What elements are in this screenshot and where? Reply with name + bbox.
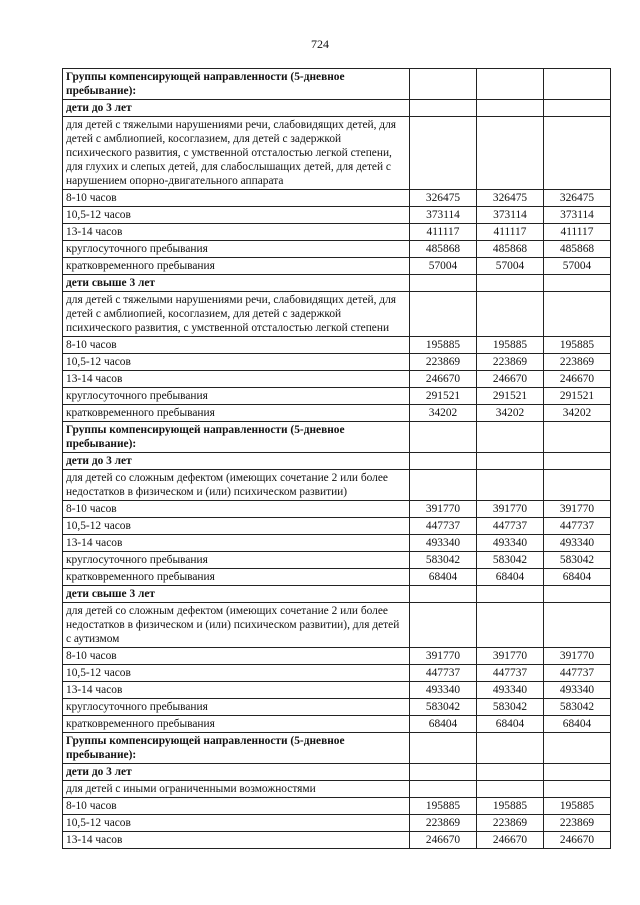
- value-cell: 493340: [410, 535, 477, 552]
- table-row: [63, 552, 611, 569]
- age-group-label: дети свыше 3 лет: [63, 275, 410, 292]
- desc-row: [63, 292, 611, 337]
- age-group-label: дети до 3 лет: [63, 453, 410, 470]
- value-cell: 326475: [544, 190, 611, 207]
- empty-cell: [477, 781, 544, 798]
- empty-cell: [410, 781, 477, 798]
- value-cell: 195885: [410, 798, 477, 815]
- empty-cell: [410, 275, 477, 292]
- row-label: 13-14 часов: [63, 535, 410, 552]
- value-cell: 68404: [477, 716, 544, 733]
- empty-cell: [544, 470, 611, 501]
- age-row: [63, 100, 611, 117]
- table-row: [63, 648, 611, 665]
- empty-cell: [477, 733, 544, 764]
- empty-cell: [544, 764, 611, 781]
- value-cell: 34202: [477, 405, 544, 422]
- value-cell: 195885: [544, 337, 611, 354]
- value-cell: 447737: [410, 665, 477, 682]
- value-cell: 583042: [544, 699, 611, 716]
- age-group-label: дети до 3 лет: [63, 100, 410, 117]
- heading-row: [63, 69, 611, 100]
- empty-cell: [410, 603, 477, 648]
- value-cell: 391770: [477, 501, 544, 518]
- value-cell: 391770: [477, 648, 544, 665]
- row-label: 13-14 часов: [63, 224, 410, 241]
- value-cell: 326475: [477, 190, 544, 207]
- category-description: для детей с иными ограниченными возможностями: [63, 781, 410, 798]
- row-label: 8-10 часов: [63, 648, 410, 665]
- value-cell: 583042: [544, 552, 611, 569]
- row-label: 10,5-12 часов: [63, 354, 410, 371]
- category-description: для детей с тяжелыми нарушениями речи, слабовидящих детей, для детей с амблиопией, косоглазием, для детей с задержкой психического развития, с умственной отсталостью легкой степени: [63, 292, 410, 337]
- age-group-label: дети до 3 лет: [63, 764, 410, 781]
- empty-cell: [477, 453, 544, 470]
- value-cell: 68404: [477, 569, 544, 586]
- value-cell: 373114: [410, 207, 477, 224]
- table-row: [63, 798, 611, 815]
- value-cell: 223869: [410, 815, 477, 832]
- table-row: [63, 258, 611, 275]
- age-row: [63, 764, 611, 781]
- empty-cell: [544, 275, 611, 292]
- empty-cell: [544, 422, 611, 453]
- empty-cell: [410, 470, 477, 501]
- value-cell: 246670: [477, 371, 544, 388]
- value-cell: 223869: [477, 354, 544, 371]
- row-label: 8-10 часов: [63, 337, 410, 354]
- value-cell: 373114: [477, 207, 544, 224]
- category-description: для детей с тяжелыми нарушениями речи, слабовидящих детей, для детей с амблиопией, косоглазием, для детей с задержкой психического развития, с умственной отсталостью легкой степени, для глухих и слепых детей, для слабослышащих детей, для детей с нарушением опорно-двигательного аппарата: [63, 117, 410, 190]
- empty-cell: [477, 100, 544, 117]
- table-row: [63, 535, 611, 552]
- empty-cell: [477, 275, 544, 292]
- value-cell: 195885: [544, 798, 611, 815]
- value-cell: 391770: [410, 501, 477, 518]
- empty-cell: [544, 69, 611, 100]
- value-cell: 246670: [410, 832, 477, 849]
- empty-cell: [477, 586, 544, 603]
- value-cell: 57004: [477, 258, 544, 275]
- value-cell: 583042: [477, 552, 544, 569]
- value-cell: 493340: [544, 535, 611, 552]
- empty-cell: [477, 470, 544, 501]
- value-cell: 34202: [410, 405, 477, 422]
- desc-row: [63, 117, 611, 190]
- value-cell: 447737: [477, 665, 544, 682]
- value-cell: 246670: [544, 832, 611, 849]
- empty-cell: [544, 453, 611, 470]
- value-cell: 291521: [410, 388, 477, 405]
- table-row: [63, 716, 611, 733]
- row-label: 10,5-12 часов: [63, 518, 410, 535]
- value-cell: 485868: [477, 241, 544, 258]
- desc-row: [63, 781, 611, 798]
- empty-cell: [544, 100, 611, 117]
- table-row: [63, 241, 611, 258]
- row-label: кратковременного пребывания: [63, 569, 410, 586]
- row-label: кратковременного пребывания: [63, 716, 410, 733]
- value-cell: 391770: [544, 648, 611, 665]
- value-cell: 583042: [477, 699, 544, 716]
- age-group-label: дети свыше 3 лет: [63, 586, 410, 603]
- value-cell: 291521: [544, 388, 611, 405]
- value-cell: 246670: [410, 371, 477, 388]
- empty-cell: [544, 117, 611, 190]
- value-cell: 447737: [544, 518, 611, 535]
- value-cell: 34202: [544, 405, 611, 422]
- value-cell: 291521: [477, 388, 544, 405]
- empty-cell: [477, 69, 544, 100]
- row-label: 13-14 часов: [63, 682, 410, 699]
- table-row: [63, 569, 611, 586]
- tariff-table-body: [63, 69, 611, 849]
- empty-cell: [477, 603, 544, 648]
- row-label: круглосуточного пребывания: [63, 699, 410, 716]
- value-cell: 493340: [410, 682, 477, 699]
- empty-cell: [477, 117, 544, 190]
- category-description: для детей со сложным дефектом (имеющих сочетание 2 или более недостатков в физическом и (или) психическом развитии): [63, 470, 410, 501]
- empty-cell: [544, 781, 611, 798]
- table-row: [63, 665, 611, 682]
- value-cell: 223869: [410, 354, 477, 371]
- value-cell: 195885: [477, 337, 544, 354]
- value-cell: 493340: [544, 682, 611, 699]
- value-cell: 246670: [477, 832, 544, 849]
- value-cell: 447737: [477, 518, 544, 535]
- table-row: [63, 682, 611, 699]
- value-cell: 583042: [410, 552, 477, 569]
- value-cell: 447737: [410, 518, 477, 535]
- table-row: [63, 190, 611, 207]
- row-label: 10,5-12 часов: [63, 815, 410, 832]
- empty-cell: [410, 733, 477, 764]
- row-label: 10,5-12 часов: [63, 207, 410, 224]
- value-cell: 391770: [410, 648, 477, 665]
- table-row: [63, 699, 611, 716]
- empty-cell: [410, 69, 477, 100]
- value-cell: 68404: [544, 716, 611, 733]
- value-cell: 485868: [410, 241, 477, 258]
- value-cell: 68404: [410, 716, 477, 733]
- table-row: [63, 832, 611, 849]
- empty-cell: [544, 586, 611, 603]
- age-row: [63, 275, 611, 292]
- value-cell: 493340: [477, 535, 544, 552]
- table-row: [63, 354, 611, 371]
- table-row: [63, 224, 611, 241]
- table-row: [63, 337, 611, 354]
- value-cell: 411117: [544, 224, 611, 241]
- value-cell: 57004: [410, 258, 477, 275]
- empty-cell: [410, 100, 477, 117]
- value-cell: 493340: [477, 682, 544, 699]
- value-cell: 195885: [410, 337, 477, 354]
- value-cell: 583042: [410, 699, 477, 716]
- value-cell: 411117: [410, 224, 477, 241]
- table-row: [63, 518, 611, 535]
- value-cell: 57004: [544, 258, 611, 275]
- value-cell: 485868: [544, 241, 611, 258]
- row-label: круглосуточного пребывания: [63, 241, 410, 258]
- page-number: 724: [311, 37, 329, 51]
- row-label: 8-10 часов: [63, 501, 410, 518]
- empty-cell: [410, 292, 477, 337]
- value-cell: 68404: [544, 569, 611, 586]
- value-cell: 326475: [410, 190, 477, 207]
- tariff-table: [62, 68, 611, 849]
- empty-cell: [544, 733, 611, 764]
- heading-row: [63, 422, 611, 453]
- empty-cell: [477, 292, 544, 337]
- desc-row: [63, 603, 611, 648]
- empty-cell: [410, 453, 477, 470]
- value-cell: 373114: [544, 207, 611, 224]
- row-label: круглосуточного пребывания: [63, 552, 410, 569]
- value-cell: 223869: [477, 815, 544, 832]
- table-row: [63, 207, 611, 224]
- category-description: для детей со сложным дефектом (имеющих сочетание 2 или более недостатков в физическом и (или) психическом развитии), для детей с аутизмом: [63, 603, 410, 648]
- heading-row: [63, 733, 611, 764]
- age-row: [63, 586, 611, 603]
- table-row: [63, 815, 611, 832]
- empty-cell: [410, 586, 477, 603]
- empty-cell: [544, 292, 611, 337]
- group-heading: Группы компенсирующей направленности (5-дневное пребывание):: [63, 422, 410, 453]
- table-row: [63, 388, 611, 405]
- empty-cell: [410, 117, 477, 190]
- value-cell: 411117: [477, 224, 544, 241]
- row-label: кратковременного пребывания: [63, 405, 410, 422]
- table-row: [63, 371, 611, 388]
- value-cell: 391770: [544, 501, 611, 518]
- empty-cell: [410, 422, 477, 453]
- value-cell: 68404: [410, 569, 477, 586]
- empty-cell: [410, 764, 477, 781]
- value-cell: 246670: [544, 371, 611, 388]
- table-row: [63, 501, 611, 518]
- value-cell: 223869: [544, 354, 611, 371]
- row-label: 8-10 часов: [63, 798, 410, 815]
- value-cell: 195885: [477, 798, 544, 815]
- desc-row: [63, 470, 611, 501]
- value-cell: 447737: [544, 665, 611, 682]
- row-label: круглосуточного пребывания: [63, 388, 410, 405]
- row-label: 10,5-12 часов: [63, 665, 410, 682]
- row-label: 13-14 часов: [63, 371, 410, 388]
- value-cell: 223869: [544, 815, 611, 832]
- empty-cell: [544, 603, 611, 648]
- group-heading: Группы компенсирующей направленности (5-дневное пребывание):: [63, 733, 410, 764]
- group-heading: Группы компенсирующей направленности (5-дневное пребывание):: [63, 69, 410, 100]
- empty-cell: [477, 764, 544, 781]
- age-row: [63, 453, 611, 470]
- row-label: 13-14 часов: [63, 832, 410, 849]
- row-label: 8-10 часов: [63, 190, 410, 207]
- table-row: [63, 405, 611, 422]
- empty-cell: [477, 422, 544, 453]
- row-label: кратковременного пребывания: [63, 258, 410, 275]
